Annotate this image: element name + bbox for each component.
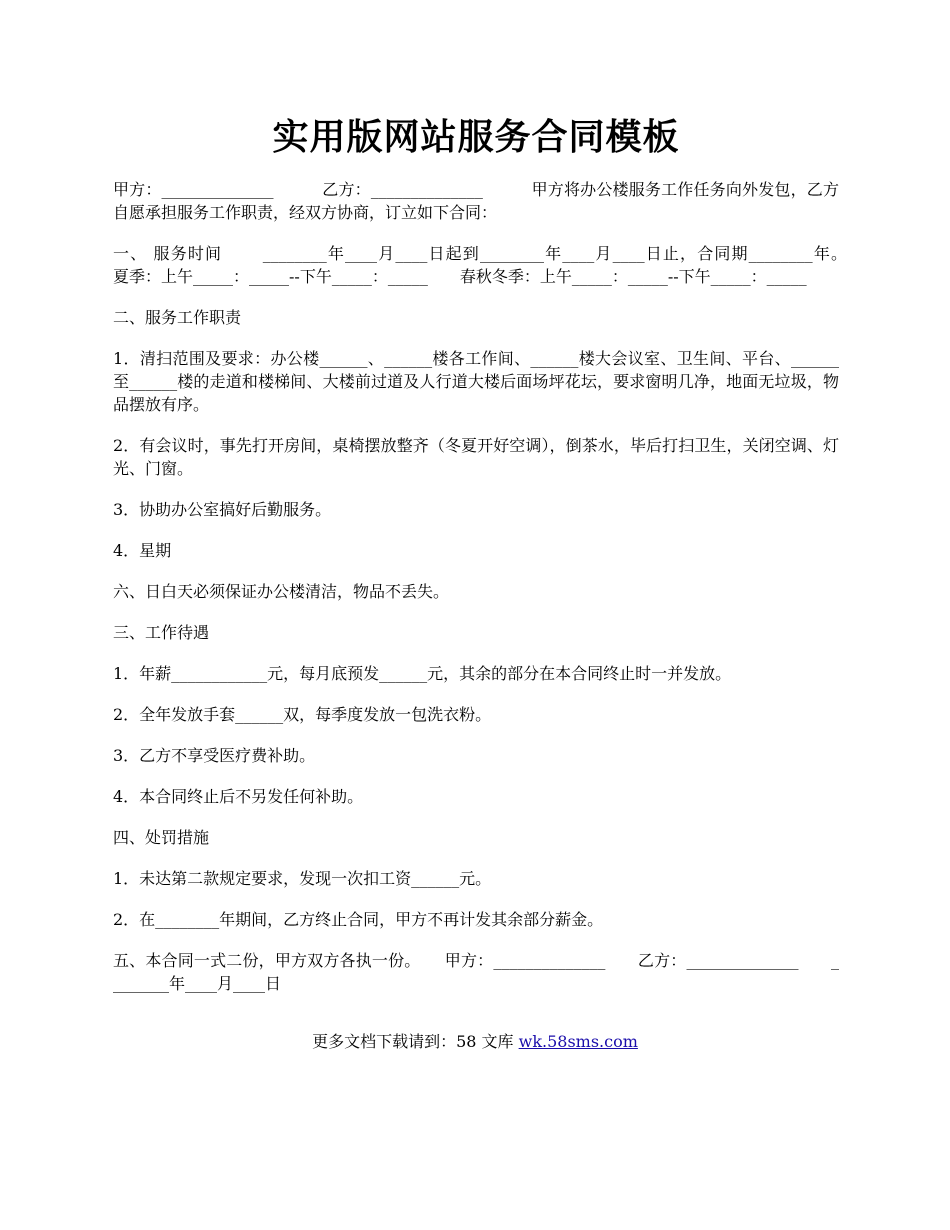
duty-item-4-continued: 六、日白天必须保证办公楼清洁，物品不丢失。 [113, 582, 450, 601]
duty-item-3: 3．协助办公室搞好后勤服务。 [113, 500, 332, 519]
penalty-item-1: 1．未达第二款规定要求，发现一次扣工资______元。 [113, 869, 492, 888]
document-page [113, 0, 872, 995]
footer-link[interactable]: wk.58sms.com [518, 1032, 638, 1051]
intro-paragraph: 甲方：______________ 乙方：______________ 甲方将办公楼服务工作任务向外发包，乙方自愿承担服务工作职责，经双方协商，订立如下合同： [113, 180, 839, 222]
document-title: 实用版网站服务合同模板 [272, 116, 680, 158]
pay-item-1: 1．年薪____________元，每月底预发______元，其余的部分在本合同终止时一并发放。 [113, 664, 732, 683]
duty-item-4: 4．星期 [113, 541, 172, 560]
footer [0, 1030, 950, 1054]
pay-item-2: 2．全年发放手套______双，每季度发放一包洗衣粉。 [113, 705, 492, 724]
section-heading-pay: 三、工作待遇 [113, 623, 210, 642]
duty-item-1: 1．清扫范围及要求：办公楼______、______楼各工作间、______楼大会议室、卫生间、平台、______至______楼的走道和楼梯间、大楼前过道及人行道大楼后面场坪花坛，要求窗明几净，地面无垃圾，物品摆放有序。 [113, 349, 839, 414]
closing-paragraph: 五、本合同一式二份，甲方双方各执一份。 甲方：______________ 乙方：______________ ________年____月____日 [113, 951, 839, 993]
section-heading-duties: 二、服务工作职责 [113, 308, 242, 327]
footer-text: 更多文档下载请到：58 文库 [312, 1032, 519, 1051]
pay-item-4: 4．本合同终止后不另发任何补助。 [113, 787, 364, 806]
pay-item-3: 3．乙方不享受医疗费补助。 [113, 746, 316, 765]
duty-item-2: 2．有会议时，事先打开房间，桌椅摆放整齐（冬夏开好空调），倒茶水，毕后打扫卫生，关闭空调、灯光、门窗。 [113, 436, 839, 478]
service-time-paragraph: 一、 服务时间 ________年____月____日起到________年____月____日止，合同期________年。 夏季：上午_____：_____--下午_____：_____ 春秋冬季：上午_____：_____--下午_____：_____ [113, 244, 872, 286]
penalty-item-2: 2．在________年期间，乙方终止合同，甲方不再计发其余部分薪金。 [113, 910, 604, 929]
section-heading-penalty: 四、处罚措施 [113, 828, 210, 847]
